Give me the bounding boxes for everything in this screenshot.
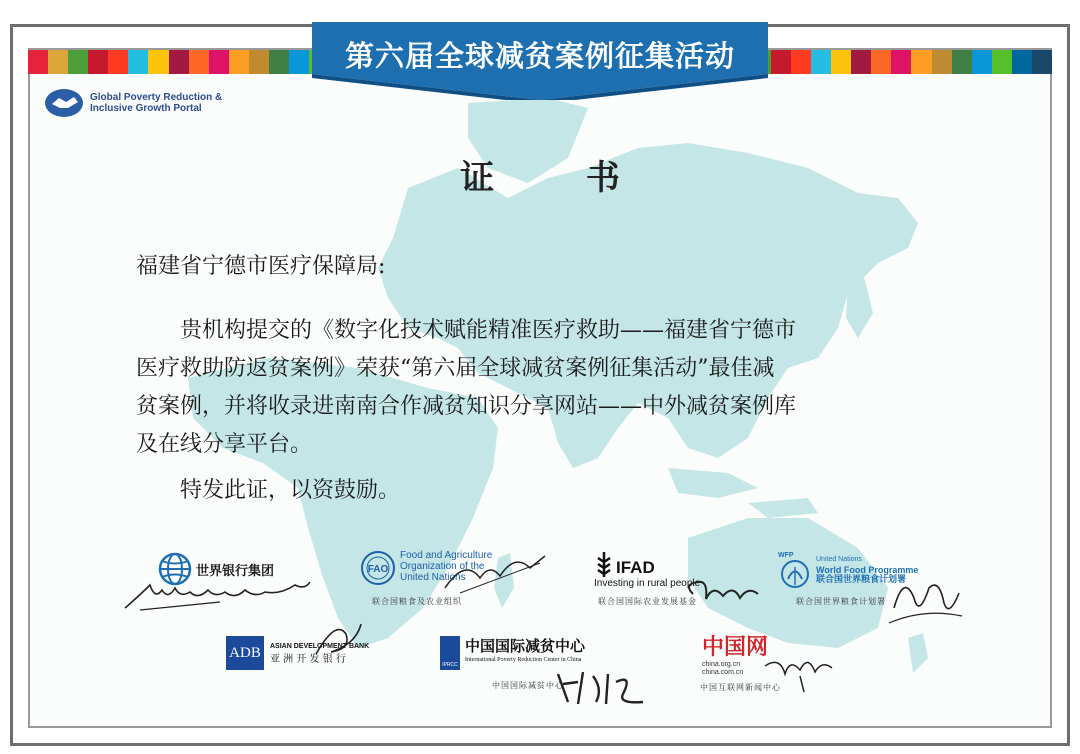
ifad-cn-caption: 联合国国际农业发展基金 (598, 597, 697, 606)
sdg-color-block (851, 50, 871, 74)
recipient-line: 福建省宁德市医疗保障局: (136, 254, 386, 279)
worldbank-name: 世界银行集团 (196, 563, 275, 579)
fao-emblem-icon (360, 550, 396, 586)
sdg-color-block (1032, 50, 1052, 74)
chinanet-cn-caption: 中国互联网新闻中心 (700, 683, 781, 692)
wfp-cn-caption: 联合国世界粮食计划署 (796, 597, 886, 606)
sdg-color-block (88, 50, 108, 74)
iprcc-cn-name: 中国国际减贫中心 (465, 637, 586, 655)
signature-wfp (884, 568, 964, 628)
chinanet-url2: china.com.cn (702, 669, 744, 676)
wfp-un: United Nations (816, 556, 862, 563)
iprcc-cn-caption: 中国国际减贫中心 (492, 681, 564, 690)
wfp-name: World Food Programme (816, 565, 919, 575)
sdg-color-block (128, 50, 148, 74)
sdg-color-block (992, 50, 1012, 74)
fao-line2: Organization of the (400, 561, 485, 572)
banner-title: 第六届全球减贫案例征集活动 (344, 39, 735, 73)
chinanet-name: 中国网 (702, 634, 769, 660)
chinanet-url1: china.org.cn (702, 661, 741, 668)
sdg-color-block (952, 50, 972, 74)
signature-chinanet (760, 646, 840, 694)
sdg-color-block (811, 50, 831, 74)
sdg-color-block (28, 50, 48, 74)
signature-iprcc (548, 664, 658, 708)
body-line-4: 及在线分享平台。 (136, 432, 313, 457)
ifad-name: IFAD (616, 558, 655, 577)
sdg-color-block (791, 50, 811, 74)
portal-logo (44, 88, 240, 118)
sdg-color-block (68, 50, 88, 74)
sdg-color-block (932, 50, 952, 74)
sdg-color-block (972, 50, 992, 74)
iprcc-en-name: International Poverty Reduction Center in China (465, 657, 582, 663)
sdg-color-block (108, 50, 128, 74)
signature-ifad (678, 574, 768, 614)
iprcc-abbr: IPRCC (442, 662, 458, 668)
sdg-color-block (169, 50, 189, 74)
sdg-color-block (48, 50, 68, 74)
ifad-tagline: Investing in rural people (594, 578, 701, 589)
sdg-color-block (911, 50, 931, 74)
portal-name-line2: Inclusive Growth Portal (90, 103, 202, 114)
portal-name-line1: Global Poverty Reduction & (90, 92, 223, 103)
signature-worldbank (120, 570, 320, 615)
svg-text:FAO: FAO (367, 564, 389, 575)
body-line-2: 医疗救助防返贫案例》荣获“第六届全球减贫案例征集活动”最佳减 (136, 356, 775, 381)
sdg-color-block (1012, 50, 1032, 74)
wheat-icon (594, 550, 614, 578)
body-line-3: 贫案例，并将收录进南南合作减贫知识分享网站——中外减贫案例库 (136, 394, 797, 419)
sdg-color-block (189, 50, 209, 74)
wfp-emblem-icon (778, 559, 812, 589)
wfp-abbr: WFP (778, 552, 794, 559)
wfp-cn-name: 联合国世界粮食计划署 (816, 575, 907, 585)
fao-line1: Food and Agriculture (400, 550, 493, 561)
fao-cn-caption: 联合国粮食及农业组织 (372, 597, 462, 606)
chinanet-logo (702, 630, 768, 677)
iprcc-emblem-icon (440, 636, 460, 670)
sdg-color-block (229, 50, 249, 74)
sdg-color-block (831, 50, 851, 74)
sdg-color-block (871, 50, 891, 74)
sdg-color-block (891, 50, 911, 74)
sdg-color-block (148, 50, 168, 74)
sdg-color-block (269, 50, 289, 74)
adb-abbr: ADB (226, 636, 264, 670)
sdg-color-block (289, 50, 309, 74)
signature-fao (440, 548, 550, 598)
adb-en-name: ASIAN DEVELOPMENT BANK (270, 643, 370, 650)
sdg-color-block (249, 50, 269, 74)
sdg-color-block (209, 50, 229, 74)
certificate-title: 证 书 (460, 158, 660, 198)
signature-adb (306, 614, 366, 664)
adb-cn-name: 亚 洲 开 发 银 行 (270, 654, 346, 665)
sdg-color-block (771, 50, 791, 74)
body-line-1: 贵机构提交的《数字化技术赋能精准医疗救助——福建省宁德市 (180, 318, 797, 343)
closing-line: 特发此证，以资鼓励。 (180, 478, 401, 503)
handshake-globe-icon (44, 88, 84, 118)
fao-line3: United Nations (400, 572, 466, 583)
